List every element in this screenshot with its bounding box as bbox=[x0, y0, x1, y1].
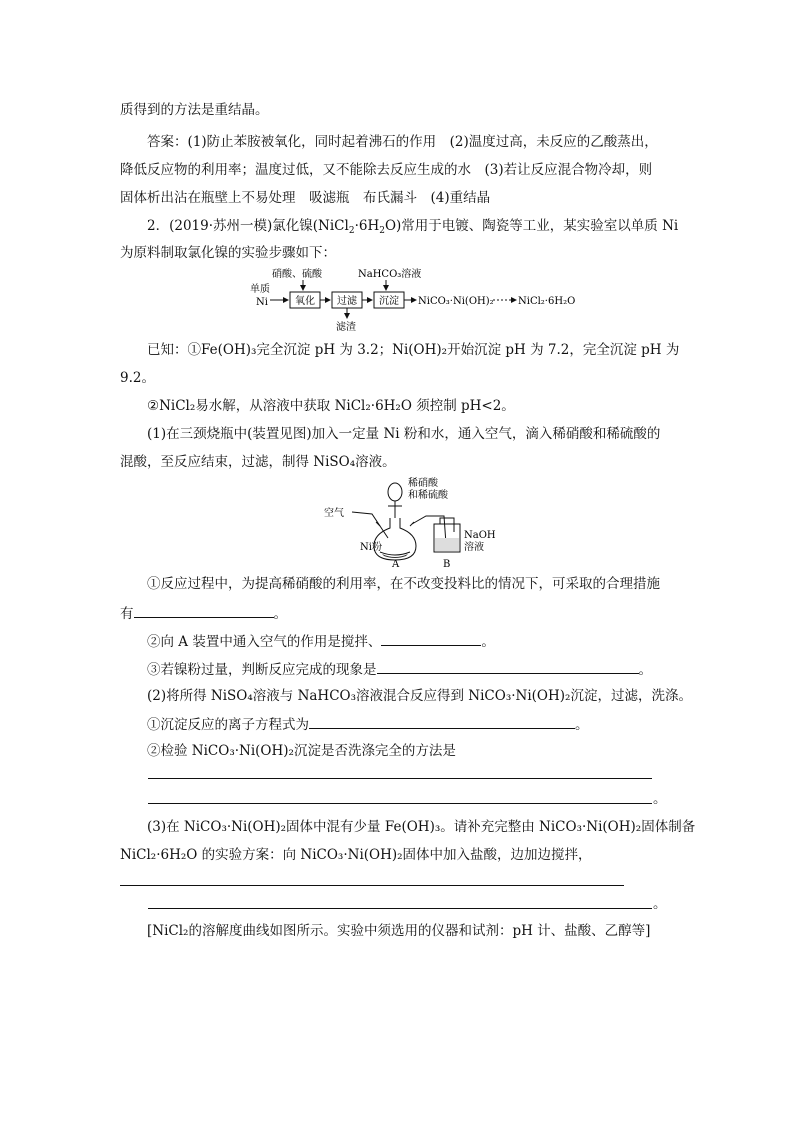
part3-end: 。 bbox=[653, 896, 667, 912]
step-precipitate: 沉淀 bbox=[379, 296, 399, 307]
label-b: B bbox=[443, 559, 451, 568]
part1-line-2: 混酸，至反应结束，过滤，制得 NiSO₄溶液。 bbox=[120, 454, 396, 470]
naoh-label-1: NaOH bbox=[464, 530, 496, 541]
answer-blank-4[interactable] bbox=[309, 714, 575, 729]
step-filter: 过滤 bbox=[337, 296, 357, 307]
part3-line-2: NiCl₂·6H₂O 的实验方案：向 NiCO₃·Ni(OH)₂固体中加入盐酸，边加边搅拌， bbox=[120, 847, 592, 863]
filter-residue: 滤渣 bbox=[336, 322, 356, 333]
answer-rule-5b[interactable] bbox=[148, 803, 652, 804]
answer-line-3: 固体析出沾在瓶壁上不易处理 吸滤瓶 布氏漏斗 (4)重结晶 bbox=[120, 190, 491, 206]
label-a: A bbox=[392, 559, 400, 568]
start-material-top: 单质 bbox=[250, 284, 270, 295]
known-line-1: 已知：①Fe(OH)₃完全沉淀 pH 为 3.2；Ni(OH)₂开始沉淀 pH 为 7.2，完全沉淀 pH 为 bbox=[147, 342, 680, 358]
part1-line-1: (1)在三颈烧瓶中(装置见图)加入一定量 Ni 粉和水，通入空气，滴入稀硝酸和稀硫酸的 bbox=[147, 426, 661, 442]
answer-blank-2[interactable] bbox=[381, 631, 481, 646]
answer-rule-6a[interactable] bbox=[120, 885, 624, 886]
part3-note: [NiCl₂的溶解度曲线如图所示。实验中须选用的仪器和试剂：pH 计、盐酸、乙醇等] bbox=[147, 923, 651, 939]
answer-rule-6b[interactable] bbox=[148, 908, 652, 909]
product-nickel-chloride: NiCl₂·6H₂O bbox=[518, 296, 576, 307]
start-material-bottom: Ni bbox=[256, 297, 268, 308]
answer-line-2: 降低反应物的利用率；温度过低，又不能除去反应生成的水 (3)若让反应混合物冷却，则 bbox=[120, 162, 653, 178]
known-line-2: 9.2。 bbox=[120, 370, 155, 386]
answer-line-1: 答案：(1)防止苯胺被氧化，同时起着沸石的作用 (2)温度过高，未反应的乙酸蒸出， bbox=[147, 134, 658, 150]
acid-label-1: 稀硝酸 bbox=[408, 478, 438, 489]
part2-q1: ①沉淀反应的离子方程式为 。 bbox=[147, 714, 589, 734]
known-line-3: ②NiCl₂易水解，从溶液中获取 NiCl₂·6H₂O 须控制 pH<2。 bbox=[147, 398, 515, 414]
air-label: 空气 bbox=[324, 508, 344, 519]
top-line: 质得到的方法是重结晶。 bbox=[120, 102, 269, 118]
sub1-q2: ②向 A 装置中通入空气的作用是搅拌、 。 bbox=[147, 631, 495, 651]
apparatus-diagram bbox=[322, 476, 502, 568]
reagent-nahco3: NaHCO₃溶液 bbox=[358, 269, 422, 280]
part2-q2-end: 。 bbox=[653, 791, 667, 807]
acid-label-2: 和稀硫酸 bbox=[408, 490, 448, 501]
question-2-intro: 2．(2019·苏州一模)氯化镍$(NiCl_2\cdot 6H_2O)$常用于电镀、陶瓷等工业，某实验室以单质 Ni bbox=[147, 218, 679, 236]
reagent-nitric-sulfuric: 硝酸、硫酸 bbox=[272, 269, 322, 280]
part3-line-1: (3)在 NiCO₃·Ni(OH)₂固体中混有少量 Fe(OH)₃。请补充完整由 NiCO₃·Ni(OH)₂固体制备 bbox=[147, 819, 696, 835]
question-2-intro-line-2: 为原料制取氯化镍的实验步骤如下： bbox=[120, 245, 336, 261]
answer-rule-5a[interactable] bbox=[148, 778, 652, 779]
process-flow-diagram bbox=[250, 266, 580, 334]
part2-line-1: (2)将所得 NiSO₄溶液与 NaHCO₃溶液混合反应得到 NiCO₃·Ni(OH)₂沉淀，过滤，洗涤。 bbox=[147, 688, 692, 704]
step-oxidation: 氧化 bbox=[295, 296, 315, 307]
sub1-q3: ③若镍粉过量，判断反应完成的现象是 。 bbox=[147, 659, 652, 679]
part2-q2: ②检验 NiCO₃·Ni(OH)₂沉淀是否洗涤完全的方法是 bbox=[147, 743, 456, 759]
answer-blank-1[interactable] bbox=[134, 603, 274, 618]
sub1-q1-line-1: ①反应过程中，为提高稀硝酸的利用率，在不改变投料比的情况下，可采取的合理措施 bbox=[147, 576, 660, 592]
naoh-label-2: 溶液 bbox=[464, 542, 484, 553]
ni-powder-label: Ni粉 bbox=[360, 542, 382, 553]
answer-blank-3[interactable] bbox=[377, 659, 639, 674]
sub1-q1-line-2: 有 。 bbox=[120, 603, 287, 623]
product-basic-carbonate: NiCO₃·Ni(OH)₂ bbox=[418, 296, 494, 307]
